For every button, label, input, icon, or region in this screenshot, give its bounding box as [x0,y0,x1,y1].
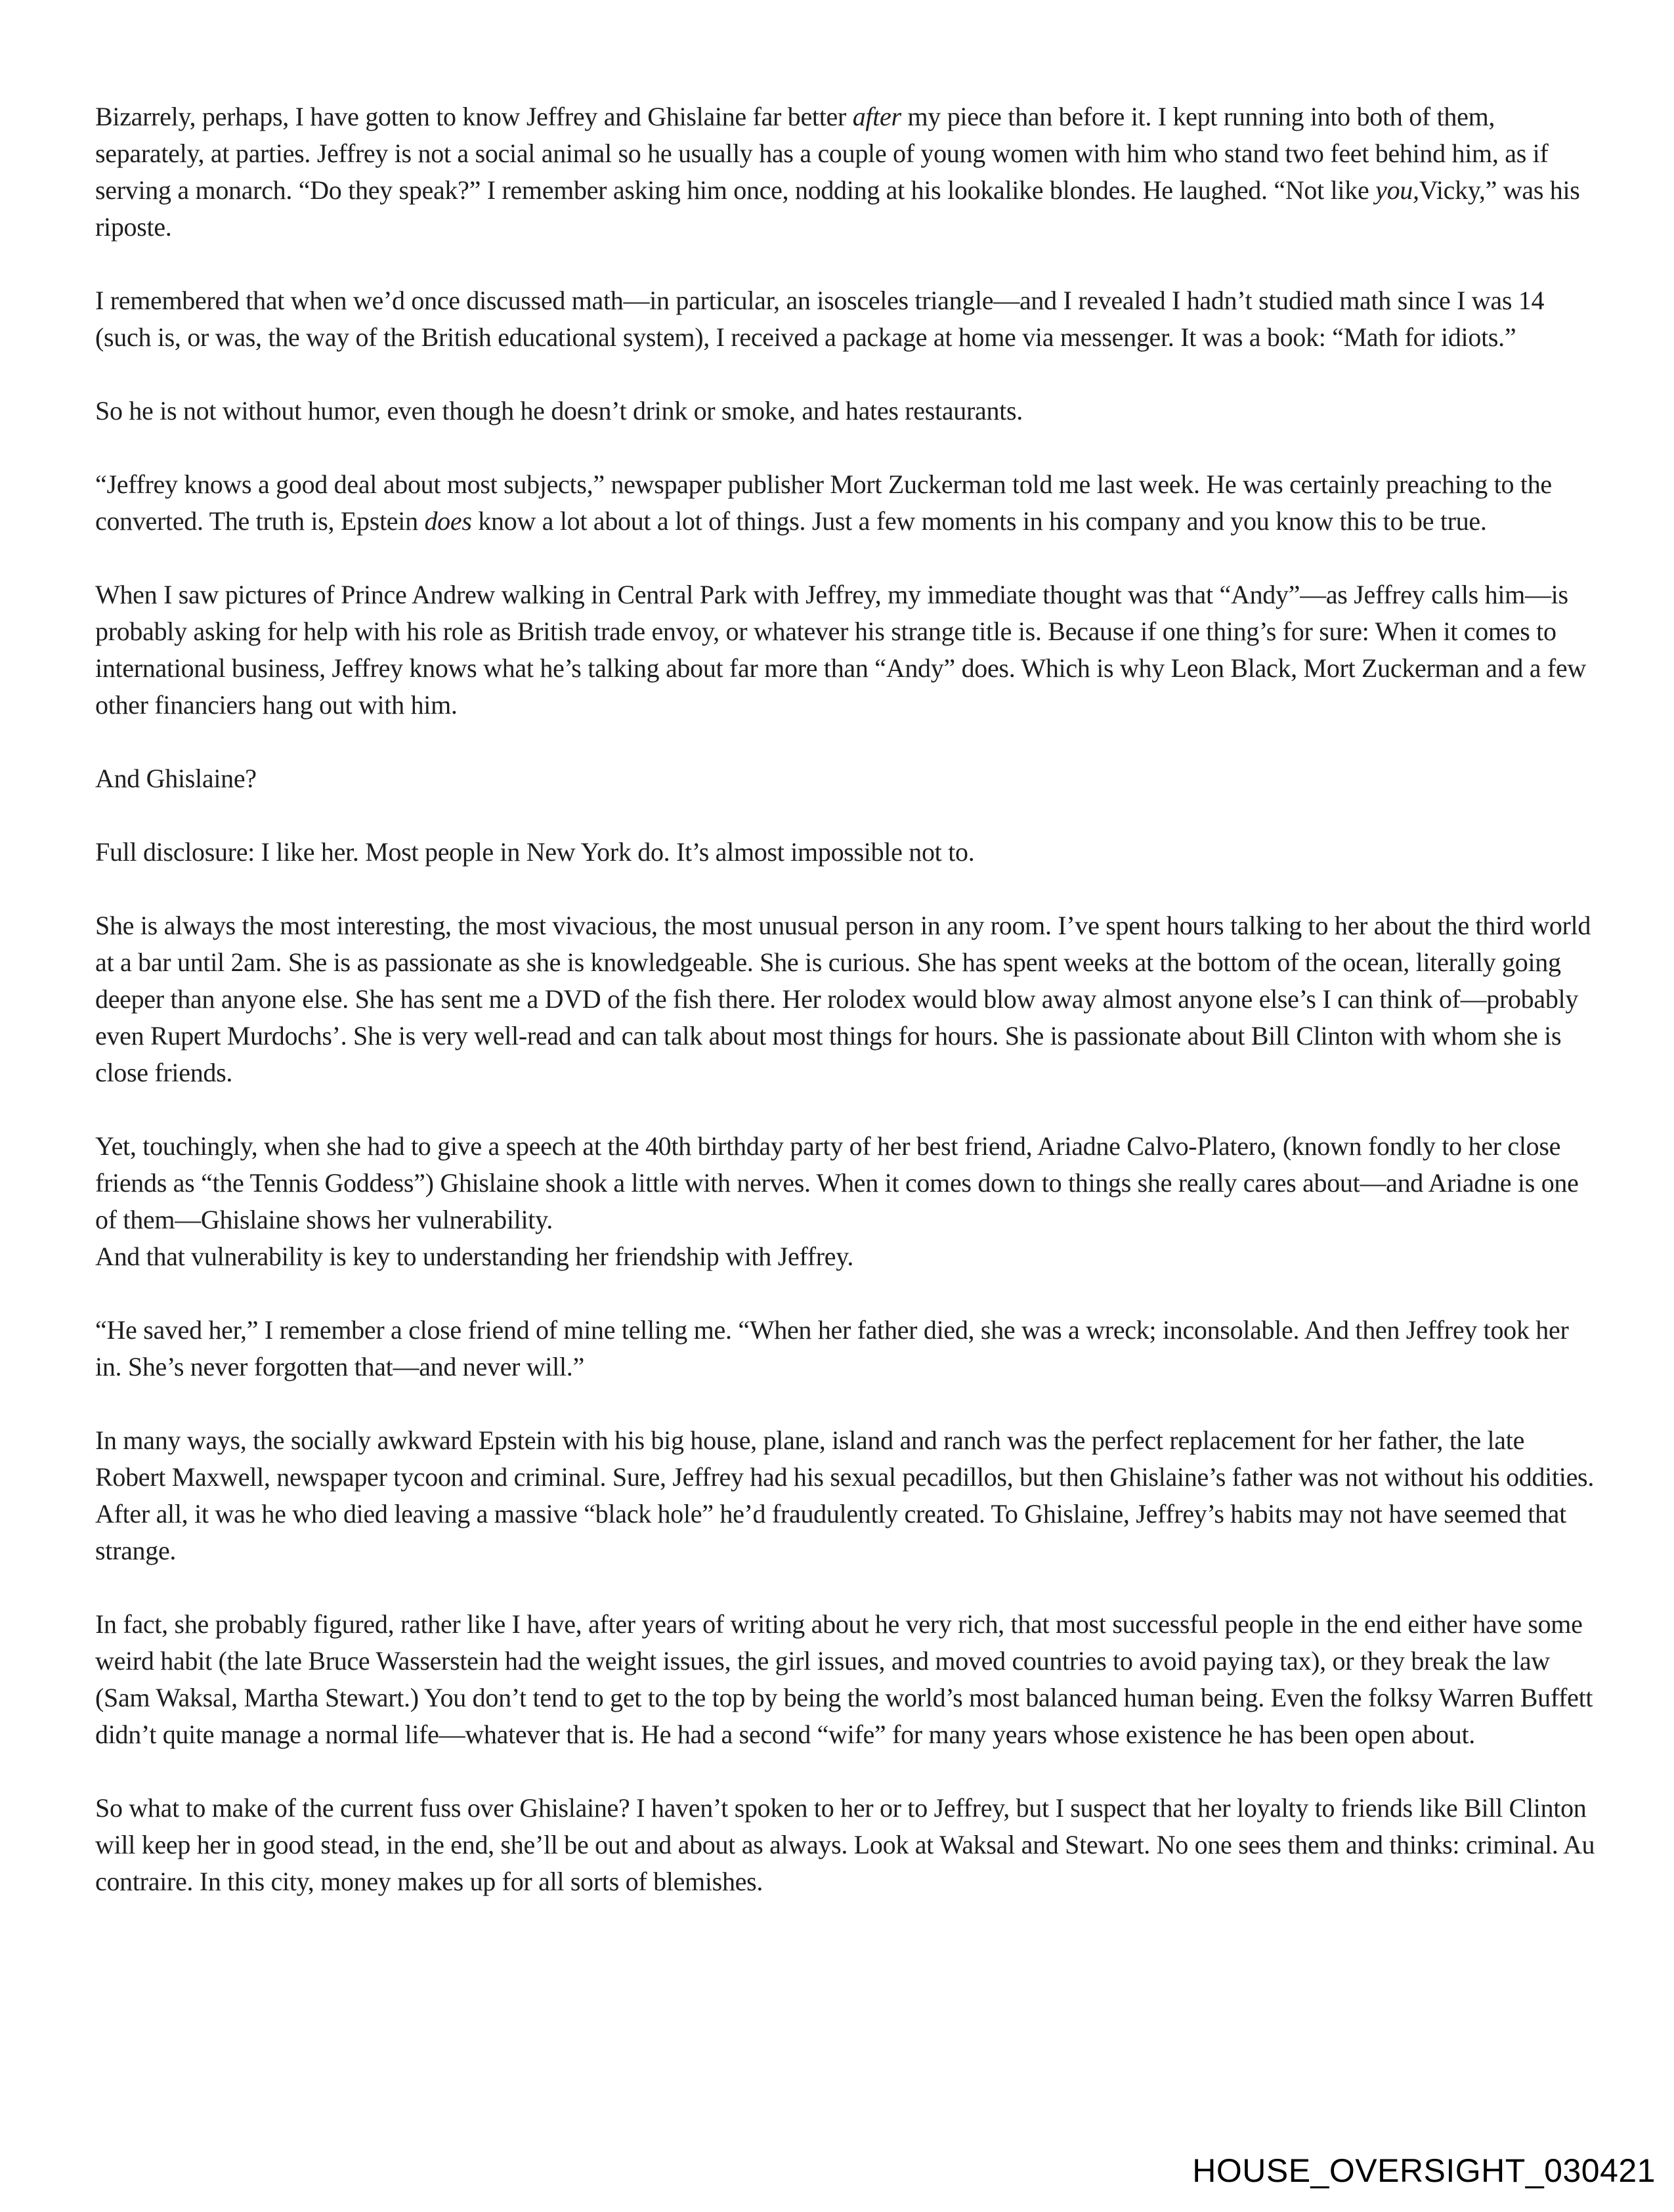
text-run: And that vulnerability is key to understanding her friendship with Jeffrey. [95,1242,854,1271]
text-run: I remembered that when we’d once discussed math—in particular, an isosceles triangle—and I revealed I hadn’t studied math since I was 14 (such is, or was, the way of the British educational system), I received a package at home via messenger. It was a book: “Math for idiots.” [95,286,1545,352]
text-run: know a lot about a lot of things. Just a few moments in his company and you know this to be true. [471,506,1487,536]
text-run: In fact, she probably figured, rather like I have, after years of writing about he very rich, that most successful people in the end either have some weird habit (the late Bruce Wasserstein had the weight issues, the girl issues, and moved countries to avoid paying tax), or they break the law (Sam Waksal, Martha Stewart.) You don’t tend to get to the top by being the world’s most balanced human being. Even the folksy Warren Buffett didn’t quite manage a normal life—whatever that is. He had a second “wife” for many years whose existence he has been open about. [95,1609,1593,1749]
text-run: “Jeffrey knows a good deal about most subjects,” newspaper publisher Mort Zuckerman told me last week. He was certainly preaching to the converted. The truth is, Epstein [95,469,1552,536]
paragraph [95,282,1600,356]
paragraph [95,834,1600,871]
document-body [95,98,1600,1937]
text-run: And Ghislaine? [95,764,257,793]
paragraph [95,1312,1600,1385]
paragraph [95,1790,1600,1900]
paragraph [95,98,1600,246]
italic-text-run: you, [1375,175,1419,205]
paragraph [95,1422,1600,1569]
paragraph [95,466,1600,540]
text-run: She is always the most interesting, the most vivacious, the most unusual person in any room. I’ve spent hours talking to her about the third world at a bar until 2am. She is as passionate as she is knowledgeable. She is curious. She has spent weeks at the bottom of the ocean, literally going deeper than anyone else. She has sent me a DVD of the fish there. Her rolodex would blow away almost anyone else’s I can think of—probably even Rupert Murdochs’. She is very well-read and can talk about most things for hours. She is passionate about Bill Clinton with whom she is close friends. [95,911,1591,1087]
text-run: Bizarrely, perhaps, I have gotten to know Jeffrey and Ghislaine far better [95,102,853,131]
text-run: my piece than before it. I kept running into both of them, separately, at parties. Jeffrey is not a social animal so he usually has a couple of young women with him who stand two feet behind him, as if serving a monarch. “Do they speak?” I remember asking him once, nodding at his lookalike blondes. He laughed. “Not like [95,102,1549,205]
text-run: “He saved her,” I remember a close friend of mine telling me. “When her father died, she was a wreck; inconsolable. And then Jeffrey took her in. She’s never forgotten that—and never will.” [95,1315,1569,1381]
text-run: So he is not without humor, even though he doesn’t drink or smoke, and hates restaurants. [95,396,1023,425]
paragraph [95,1128,1600,1275]
paragraph [95,393,1600,429]
bates-stamp: HOUSE_OVERSIGHT_030421 [1192,2152,1656,2189]
text-run: Yet, touchingly, when she had to give a speech at the 40th birthday party of her best friend, Ariadne Calvo-Platero, (known fondly to her close friends as “the Tennis Goddess”) Ghislaine shook a little with nerves. When it comes down to things she really cares about—and Ariadne is one of them—Ghislaine shows her vulnerability. [95,1131,1579,1234]
paragraph [95,907,1600,1091]
text-run: When I saw pictures of Prince Andrew walking in Central Park with Jeffrey, my immediate thought was that “Andy”—as Jeffrey calls him—is probably asking for help with his role as British trade envoy, or whatever his strange title is. Because if one thing’s for sure: When it comes to international business, Jeffrey knows what he’s talking about far more than “Andy” does. Which is why Leon Black, Mort Zuckerman and a few other financiers hang out with him. [95,580,1586,720]
text-run: In many ways, the socially awkward Epstein with his big house, plane, island and ranch was the perfect replacement for her father, the late Robert Maxwell, newspaper tycoon and criminal. Sure, Jeffrey had his sexual pecadillos, but then Ghislaine’s father was not without his oddities. After all, it was he who died leaving a massive “black hole” he’d fraudulently created. To Ghislaine, Jeffrey’s habits may not have seemed that strange. [95,1425,1595,1565]
text-run: So what to make of the current fuss over Ghislaine? I haven’t spoken to her or to Jeffrey, but I suspect that her loyalty to friends like Bill Clinton will keep her in good stead, in the end, she’ll be out and about as always. Look at Waksal and Stewart. No one sees them and thinks: criminal. Au contraire. In this city, money makes up for all sorts of blemishes. [95,1793,1595,1896]
paragraph [95,576,1600,724]
italic-text-run: does [424,506,472,536]
text-run: Full disclosure: I like her. Most people in New York do. It’s almost impossible not to. [95,837,975,867]
text-run: Vicky,” was his riposte. [95,175,1580,242]
paragraph [95,1606,1600,1753]
italic-text-run: after [852,102,901,131]
paragraph [95,760,1600,797]
